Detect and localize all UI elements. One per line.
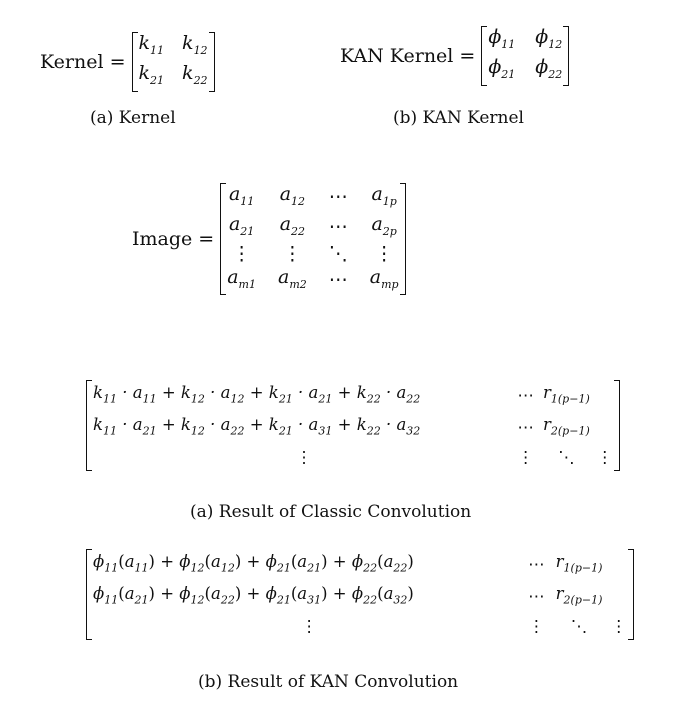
kan-result-matrix — [86, 549, 634, 640]
kernel-matrix — [132, 32, 215, 92]
image-a11: $a_{11}$ — [228, 183, 255, 208]
kan-hdots: ⋯ — [528, 587, 545, 607]
image-a1p: $a_{1p}$ — [371, 183, 397, 208]
classic-r1: $r_{1(p-1)}$ — [543, 383, 590, 406]
kernel-caption: (a) Kernel — [90, 108, 176, 128]
kernel-k12: $k_{12}$ — [182, 32, 208, 57]
kan-kernel-phi21: $\phi_{21}$ — [488, 55, 516, 81]
classic-r2: $r_{2(p-1)}$ — [543, 415, 590, 438]
image-hdots: ⋯ — [328, 268, 348, 291]
image-a22: $a_{22}$ — [279, 212, 306, 238]
image-hdots: ⋯ — [328, 186, 348, 209]
kernel-k11: $k_{11}$ — [138, 32, 165, 57]
classic-row1-expr: $k_{11} \cdot a_{11} + k_{12} \cdot a_{12} + k_{21} \cdot a_{21} + k_{22} \cdot a_{22}$ — [93, 383, 421, 406]
kernel-equation — [40, 32, 215, 92]
classic-vdots: ⋮ — [295, 447, 313, 467]
kan-kernel-phi22: $\phi_{22}$ — [535, 55, 563, 81]
image-am1: $a_{m1}$ — [227, 265, 256, 291]
classic-hdots: ⋯ — [517, 386, 534, 406]
classic-row2-expr: $k_{11} \cdot a_{21} + k_{12} \cdot a_{22} + k_{21} \cdot a_{31} + k_{22} \cdot a_{32}$ — [93, 415, 421, 438]
kan-caption: (b) Result of KAN Convolution — [198, 672, 459, 692]
kan-row2-expr: $\phi_{11}(a_{21}) + \phi_{12}(a_{22}) + \phi_{21}(a_{31}) + \phi_{22}(a_{32})$ — [93, 584, 414, 607]
kernel-k22: $k_{22}$ — [182, 61, 208, 87]
kan-kernel-matrix — [481, 26, 569, 86]
classic-hdots: ⋯ — [517, 418, 534, 438]
kan-kernel-phi12: $\phi_{12}$ — [535, 26, 563, 51]
kernel-k21: $k_{21}$ — [138, 61, 165, 87]
image-label: Image = — [132, 228, 215, 251]
kan-vdots: ⋮ — [610, 616, 627, 636]
image-a21: $a_{21}$ — [228, 212, 255, 238]
classic-vdots: ⋮ — [517, 447, 534, 467]
classic-ddots: ⋱ — [558, 447, 575, 467]
kan-kernel-phi11: $\phi_{11}$ — [488, 26, 516, 51]
kan-kernel-label: KAN Kernel = — [340, 44, 476, 67]
image-am2: $a_{m2}$ — [277, 265, 307, 291]
image-vdots: ⋮ — [232, 242, 252, 265]
image-amp: $a_{mp}$ — [369, 265, 399, 291]
image-vdots: ⋮ — [282, 242, 302, 265]
kan-result-equation — [86, 549, 634, 640]
kan-row1-expr: $\phi_{11}(a_{11}) + \phi_{12}(a_{12}) + \phi_{21}(a_{21}) + \phi_{22}(a_{22})$ — [93, 552, 414, 575]
kan-ddots: ⋱ — [570, 616, 588, 636]
kan-r1: $r_{1(p-1)}$ — [555, 552, 603, 575]
kan-hdots: ⋯ — [528, 555, 545, 575]
kan-vdots: ⋮ — [300, 616, 318, 636]
image-vdots: ⋮ — [374, 242, 394, 265]
image-hdots: ⋯ — [328, 216, 348, 239]
kan-kernel-equation — [340, 26, 569, 86]
classic-result-equation — [86, 380, 620, 471]
classic-result-matrix — [86, 380, 620, 471]
kan-kernel-caption: (b) KAN Kernel — [393, 108, 524, 128]
image-equation — [132, 183, 406, 295]
kan-r2: $r_{2(p-1)}$ — [555, 584, 603, 607]
image-a2p: $a_{2p}$ — [371, 212, 397, 238]
kan-vdots: ⋮ — [528, 616, 545, 636]
image-a12: $a_{12}$ — [279, 183, 306, 208]
image-matrix — [220, 183, 405, 295]
kernel-label: Kernel = — [40, 50, 126, 73]
image-ddots: ⋱ — [328, 242, 348, 265]
classic-vdots: ⋮ — [596, 447, 613, 467]
classic-caption: (a) Result of Classic Convolution — [190, 502, 472, 522]
